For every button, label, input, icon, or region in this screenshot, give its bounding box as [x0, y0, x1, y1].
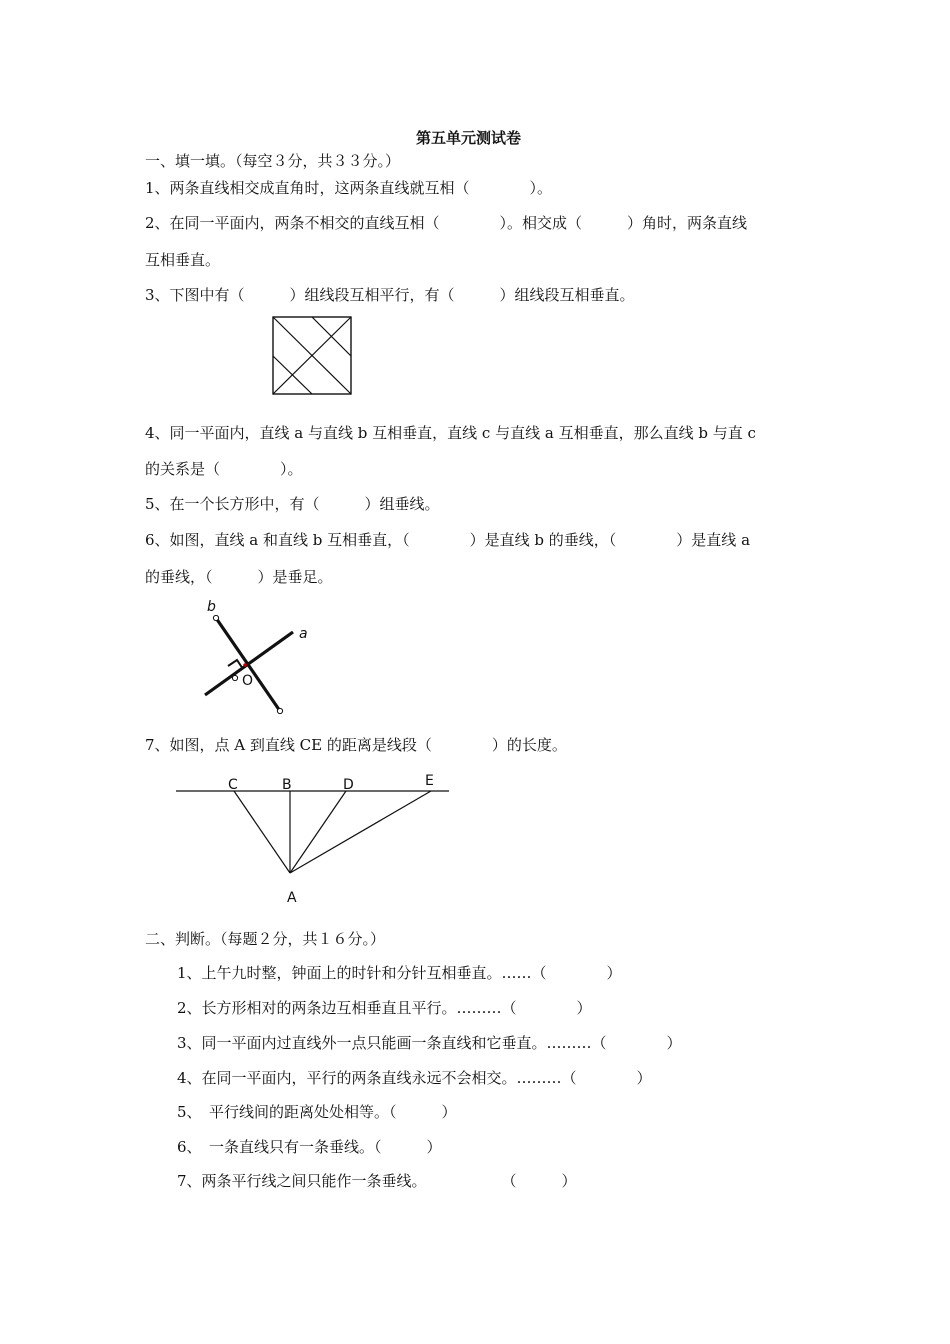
- judge-item-4: 4、在同一平面内，平行的两条直线永远不会相交。………（ ）: [177, 1069, 652, 1087]
- question-4-line2: 的关系是（ ）。: [145, 460, 303, 478]
- judge-item-6: 6、 一条直线只有一条垂线。（ ）: [177, 1138, 442, 1156]
- question-2-line2: 互相垂直。: [145, 251, 221, 269]
- question-6-line2: 的垂线，（ ）是垂足。: [145, 568, 333, 586]
- judge-item-3: 3、同一平面内过直线外一点只能画一条直线和它垂直。………（ ）: [177, 1034, 682, 1052]
- segment-ac: [234, 791, 290, 873]
- question-5: 5、在一个长方形中，有（ ）组垂线。: [145, 495, 440, 513]
- judge-item-2: 2、长方形相对的两条边互相垂直且平行。………（ ）: [177, 999, 592, 1017]
- judge-item-5: 5、 平行线间的距离处处相等。（ ）: [177, 1103, 457, 1121]
- question-2-line1: 2、在同一平面内，两条不相交的直线互相（ ）。相交成（ ）角时，两条直线: [145, 214, 748, 232]
- segment-ae: [290, 791, 431, 873]
- square-figure: [272, 316, 354, 396]
- segment-ad: [290, 791, 346, 873]
- perpendicular-figure: [195, 598, 325, 723]
- question-1: 1、两条直线相交成直角时，这两条直线就互相（ ）。: [145, 179, 553, 197]
- question-7: 7、如图，点 A 到直线 CE 的距离是线段（ ）的长度。: [145, 736, 567, 754]
- distance-figure: [170, 770, 460, 908]
- judge-item-7: 7、两条平行线之间只能作一条垂线。 （ ）: [177, 1172, 577, 1190]
- label-a: A: [287, 890, 297, 906]
- label-c: C: [228, 777, 238, 793]
- question-4-line1: 4、同一平面内，直线 a 与直线 b 互相垂直，直线 c 与直线 a 互相垂直，那么直线 b 与直 c: [145, 424, 756, 442]
- endpoint-b-bottom: [277, 708, 282, 713]
- label-a: a: [299, 626, 308, 642]
- label-b: B: [282, 777, 292, 793]
- section2-heading: 二、判断。（每题２分，共１６分。）: [145, 930, 386, 948]
- section1-heading: 一、填一填。（每空３分，共３３分。）: [145, 152, 401, 170]
- point-on-a: [232, 675, 237, 680]
- page-title: 第五单元测试卷: [416, 129, 522, 147]
- question-3: 3、下图中有（ ）组线段互相平行，有（ ）组线段互相垂直。: [145, 286, 635, 304]
- foot-point-mark: [243, 663, 247, 667]
- endpoint-b-top: [213, 615, 218, 620]
- label-e: E: [425, 773, 434, 789]
- label-b: b: [207, 599, 216, 615]
- label-d: D: [343, 777, 354, 793]
- question-6-line1: 6、如图，直线 a 和直线 b 互相垂直，（ ）是直线 b 的垂线，（ ）是直线 a: [145, 531, 751, 549]
- label-o: O: [242, 673, 254, 689]
- judge-item-1: 1、上午九时整，钟面上的时针和分针互相垂直。……（ ）: [177, 964, 622, 982]
